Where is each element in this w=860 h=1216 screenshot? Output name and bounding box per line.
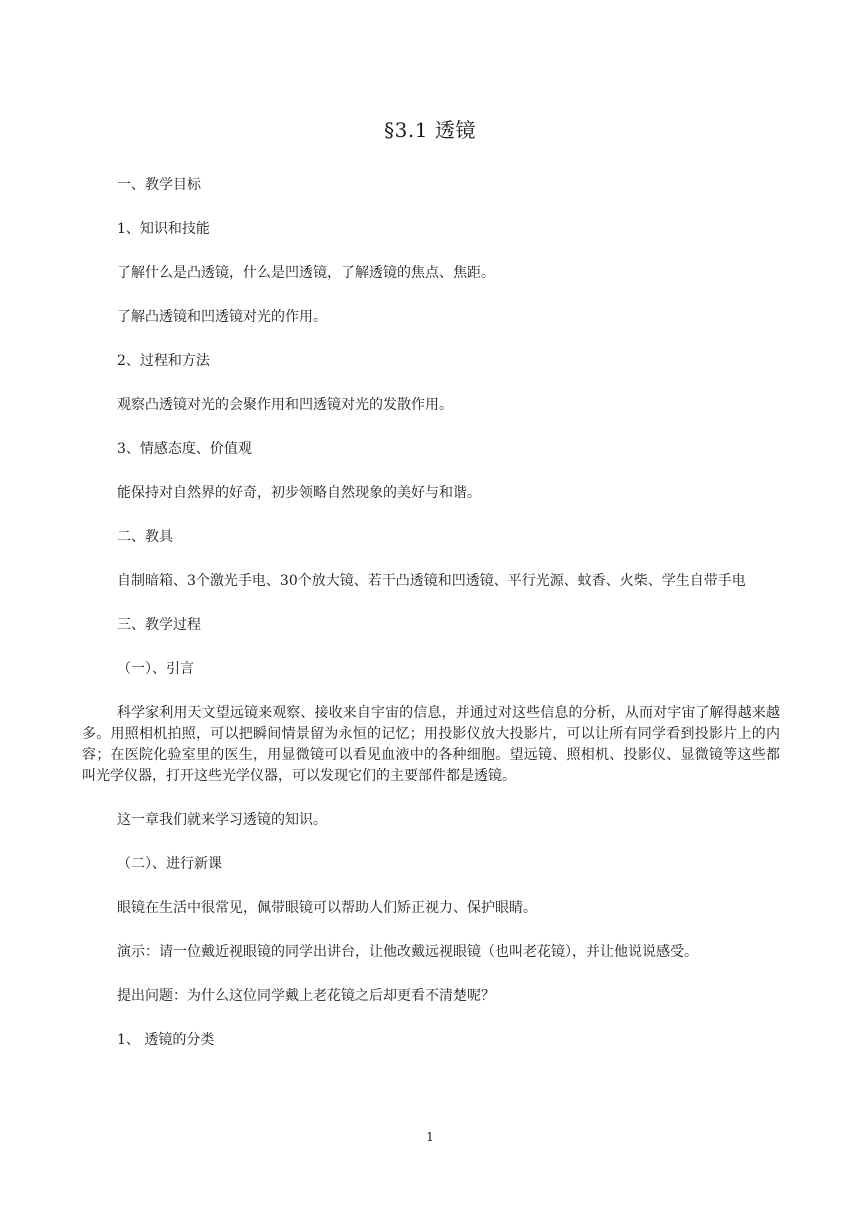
paragraph: 眼镜在生活中很常见，佩带眼镜可以帮助人们矫正视力、保护眼睛。: [117, 900, 537, 916]
paragraph: 演示：请一位戴近视眼镜的同学出讲台，让他改戴远视眼镜（也叫老花镜），并让他说说感受。: [117, 944, 698, 960]
document-body: [82, 175, 780, 1051]
paragraph: 科学家利用天文望远镜来观察、接收来自宇宙的信息，并通过对这些信息的分析，从而对宇宙了解得越来越多。用照相机拍照，可以把瞬间情景留为永恒的记忆；用投影仪放大投影片，可以让所有同学看到投影片上的内容；在医院化验室里的医生，用显微镜可以看见血液中的各种细胞。望远镜、照相机、投影仪、显微镜等这些都叫光学仪器，打开这些光学仪器，可以发现它们的主要部件都是透镜。: [82, 705, 780, 784]
subheading-lens-classification: 1、 透镜的分类: [117, 1032, 215, 1048]
paragraph: 了解什么是凸透镜，什么是凹透镜，了解透镜的焦点、焦距。: [117, 265, 495, 281]
subheading-new-lesson: （二）、进行新课: [117, 856, 222, 872]
heading-teaching-goals: 一、教学目标: [117, 177, 201, 193]
subheading-process-method: 2、过程和方法: [117, 353, 210, 369]
subheading-knowledge-skills: 1、知识和技能: [117, 221, 210, 237]
paragraph: 能保持对自然界的好奇，初步领略自然现象的美好与和谐。: [117, 485, 481, 501]
paragraph: 了解凸透镜和凹透镜对光的作用。: [117, 309, 327, 325]
paragraph: 这一章我们就来学习透镜的知识。: [117, 812, 327, 828]
subheading-attitude-values: 3、情感态度、价值观: [117, 441, 252, 457]
heading-teaching-process: 三、教学过程: [117, 617, 201, 633]
paragraph: 自制暗箱、3个激光手电、30个放大镜、若干凸透镜和凹透镜、平行光源、蚊香、火柴、学生自带手电: [117, 573, 746, 589]
heading-teaching-aids: 二、教具: [117, 529, 173, 545]
page-number: 1: [426, 1130, 434, 1144]
document-title: §3.1 透镜: [384, 118, 476, 142]
paragraph: 提出问题：为什么这位同学戴上老花镜之后却更看不清楚呢？: [117, 988, 495, 1004]
paragraph: 观察凸透镜对光的会聚作用和凹透镜对光的发散作用。: [117, 397, 453, 413]
subheading-introduction: （一）、引言: [117, 661, 194, 677]
